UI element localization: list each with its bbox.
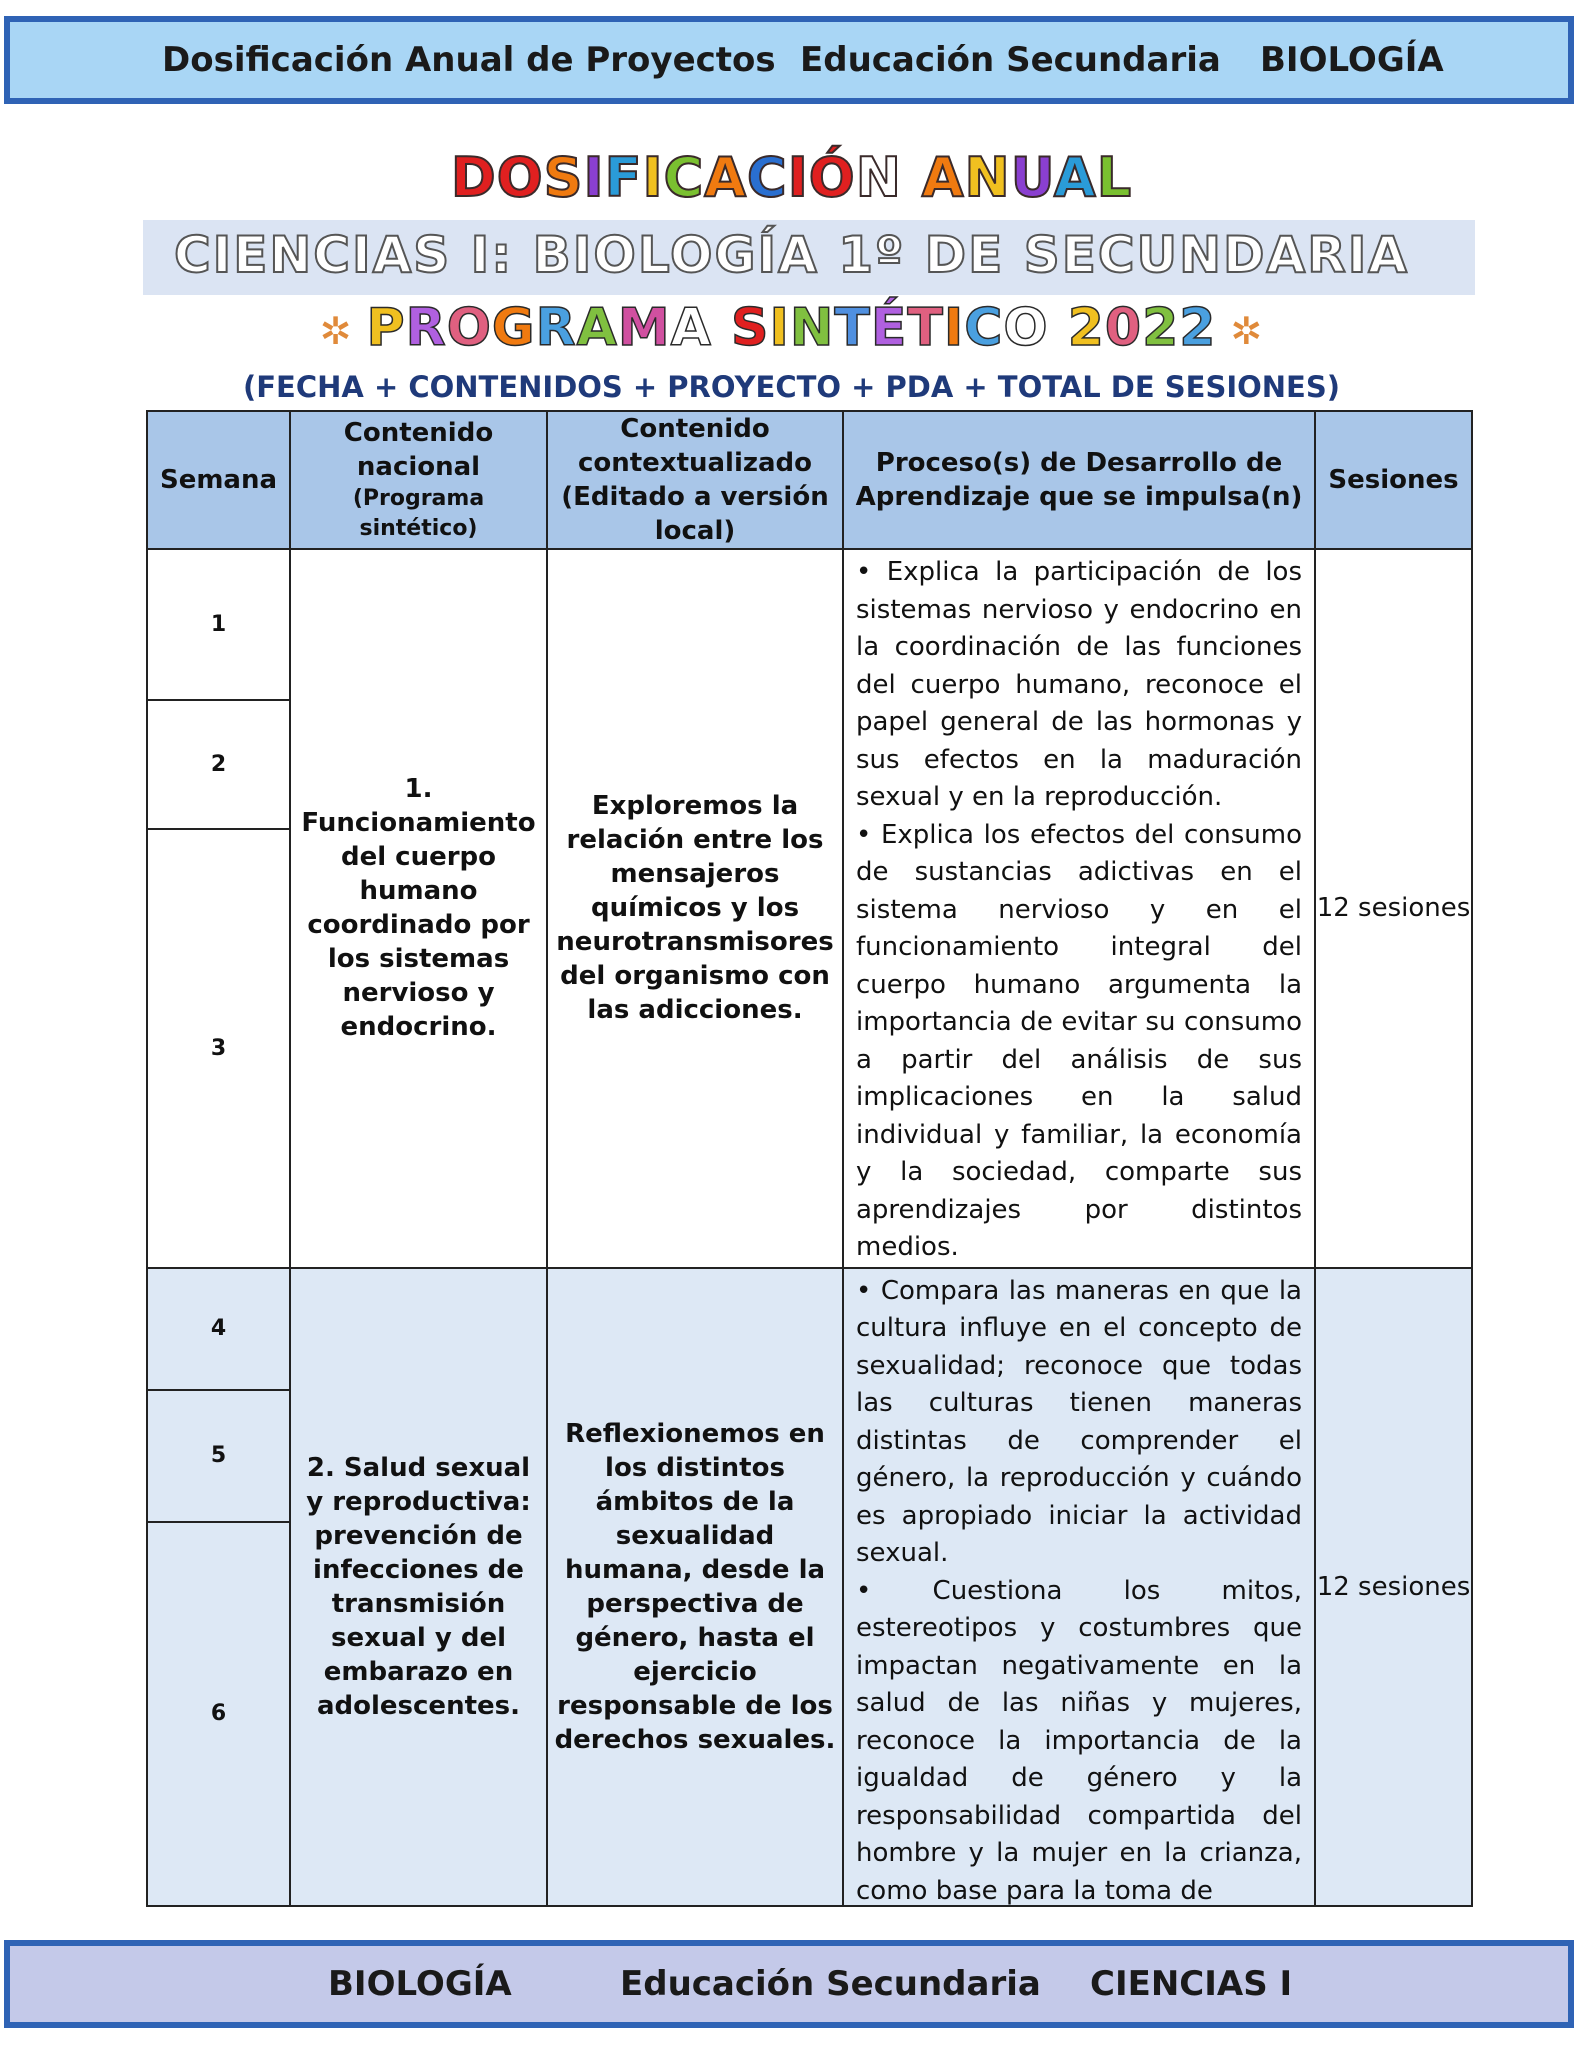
title-letter: U: [1010, 146, 1054, 209]
title-letter: S: [731, 298, 770, 358]
contenido-contextualizado-cell: Exploremos la relación entre los mensajeros químicos y los neurotransmisores del organismo con las adicciones.: [547, 549, 843, 1268]
pda-clip: [856, 1273, 1302, 1906]
header-contenido-nacional-label: Contenido nacional: [343, 418, 494, 482]
ornament-icon: ✲: [1230, 309, 1264, 353]
title-letter: S: [543, 146, 584, 209]
dosificacion-table: [146, 410, 1473, 1907]
title-letter: I: [769, 298, 790, 358]
title-ciencias: CIENCIAS I: BIOLOGÍA 1º DE SECUNDARIA: [173, 226, 1410, 284]
title-letter: I: [583, 146, 605, 209]
title-letter: D: [450, 146, 497, 209]
week-cell: 2: [147, 700, 290, 829]
title-letter: R: [535, 298, 577, 358]
title-letter: O: [446, 298, 492, 358]
footer-right: CIENCIAS I: [1090, 1964, 1293, 2004]
contenido-nacional-cell: 2. Salud sexual y reproductiva: prevención de infecciones de transmisión sexual y del embarazo en adolescentes.: [290, 1268, 547, 1906]
week-cell: 6: [147, 1522, 290, 1906]
title-letter: [712, 298, 731, 358]
title-line3: [367, 298, 1217, 358]
header-right: BIOLOGÍA: [1260, 40, 1444, 80]
title-letter: N: [964, 146, 1011, 209]
subtitle: (FECHA + CONTENIDOS + PROYECTO + PDA + TOTAL DE SESIONES): [242, 370, 1340, 404]
title-letter: N: [789, 298, 835, 358]
title-letter: C: [964, 298, 1004, 358]
title-line1: [451, 146, 1132, 209]
title-letter: F: [604, 146, 643, 209]
footer-left: BIOLOGÍA: [328, 1964, 512, 2004]
title-letter: C: [663, 146, 705, 209]
table-header-row: [147, 411, 1472, 549]
title-letter: M: [617, 298, 671, 358]
title-letter: 0: [1104, 298, 1143, 358]
title-letter: A: [576, 298, 618, 358]
header-semana: Semana: [147, 411, 290, 549]
title-letter: A: [670, 298, 712, 358]
ornament-icon: ✲: [319, 309, 353, 353]
title-letter: P: [366, 298, 406, 358]
title-letter: 2: [1067, 298, 1105, 358]
header-band: [4, 16, 1574, 104]
pda-item: • Explica la participación de los sistemas nervioso y endocrino en la coordinación de las funciones del cuerpo humano, reconoce el papel general de las hormonas y sus efectos en la maduración sexual y en la reproducción.: [856, 557, 1302, 812]
title-letter: 2: [1142, 298, 1180, 358]
title-letter: [902, 146, 922, 209]
title-letter: I: [642, 146, 664, 209]
title-letter: A: [1053, 146, 1097, 209]
pda-item: • Explica los efectos del consumo de sustancias adictivas en el sistema nervioso y en el funcionamiento integral del cuerpo humano argumenta la importancia de evitar su consumo a partir del análisis de sus implicaciones en la salud individual y familiar, la economía y la sociedad, comparte sus aprendizajes por distintos medios.: [856, 819, 1302, 1262]
week-cell: 4: [147, 1268, 290, 1390]
title-letter: I: [787, 146, 809, 209]
sesiones-cell: 12 sesiones: [1315, 1268, 1472, 1906]
title-letter: Ó: [808, 146, 856, 209]
title-letter: C: [747, 146, 788, 209]
week-cell: 5: [147, 1390, 290, 1522]
header-pda: Proceso(s) de Desarrollo de Aprendizaje que se impulsa(n): [843, 411, 1315, 549]
pda-item: • Compara las maneras en que la cultura influye en el concepto de sexualidad; reconoce que todas las culturas tienen maneras distintas de comprender el género, la reproducción y cuándo es apropiado iniciar la actividad sexual.: [856, 1275, 1302, 1568]
table-row: [147, 549, 1472, 700]
header-sesiones: Sesiones: [1315, 411, 1472, 549]
title-letter: A: [921, 146, 965, 209]
pda-cell: [843, 1268, 1315, 1906]
contenido-nacional-cell: 1. Funcionamiento del cuerpo humano coordinado por los sistemas nervioso y endocrino.: [290, 549, 547, 1268]
title-letter: É: [870, 298, 908, 358]
header-contenido-nacional: [290, 411, 547, 549]
title-letter: 2: [1179, 298, 1217, 358]
week-cell: 3: [147, 829, 290, 1268]
header-center: Educación Secundaria: [800, 40, 1221, 80]
title-dosificacion: [0, 146, 1583, 209]
footer-center: Educación Secundaria: [620, 1964, 1041, 2004]
title-letter: L: [1096, 146, 1133, 209]
title-letter: R: [405, 298, 447, 358]
sesiones-cell: 12 sesiones: [1315, 549, 1472, 1268]
pda-item: • Cuestiona los mitos, estereotipos y costumbres que impactan negativamente en la salud de las niñas y mujeres, reconoce la importancia de la igualdad de género y la responsabilidad compartida del hombre y la mujer en la crianza, como base para la toma de: [856, 1575, 1302, 1906]
title-letter: [1049, 298, 1068, 358]
table-row: [147, 1268, 1472, 1390]
header-contenido-nacional-sub: (Programa sintético): [352, 486, 485, 541]
pda-cell: [843, 549, 1315, 1268]
title-letter: T: [907, 298, 944, 358]
title-letter: I: [943, 298, 965, 358]
title-letter: O: [1003, 298, 1049, 358]
header-left: Dosificación Anual de Proyectos: [162, 40, 776, 80]
week-cell: 1: [147, 549, 290, 700]
header-contenido-contextualizado: Contenido contextualizado (Editado a versión local): [547, 411, 843, 549]
title-letter: A: [704, 146, 748, 209]
title-letter: N: [855, 146, 902, 209]
title-programa: [0, 298, 1583, 358]
title-letter: T: [834, 298, 871, 358]
contenido-contextualizado-cell: Reflexionemos en los distintos ámbitos de la sexualidad humana, desde la perspectiva de género, hasta el ejercicio responsable de los derechos sexuales.: [547, 1268, 843, 1906]
title-letter: G: [491, 298, 536, 358]
footer-band: [4, 1940, 1574, 2028]
title-letter: O: [496, 146, 544, 209]
